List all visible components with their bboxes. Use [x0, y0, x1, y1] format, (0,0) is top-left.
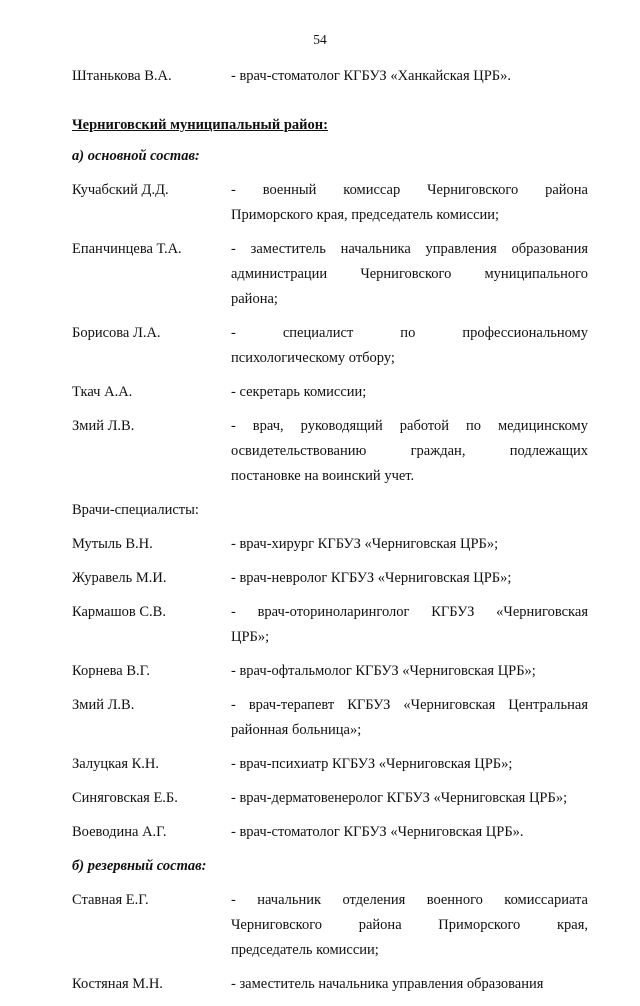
member-name: Ставная Е.Г.	[72, 892, 149, 908]
member-row	[72, 888, 588, 963]
member-row	[72, 566, 588, 591]
member-role-line: ЦРБ»;	[231, 629, 270, 645]
member-role	[231, 414, 588, 489]
member-name: Штанькова В.А.	[72, 68, 172, 84]
member-name: Корнева В.Г.	[72, 663, 151, 679]
member-role-line: района;	[231, 291, 278, 307]
member-role	[231, 786, 588, 811]
member-name: Мутыль В.Н.	[72, 536, 153, 552]
member-role-line: постановке на воинский учет.	[231, 468, 415, 484]
member-role-line: освидетельствованию граждан, подлежащих	[231, 443, 588, 459]
member-role-line: - врач, руководящий работой по медицинскому	[231, 418, 588, 434]
reserve-members-list	[72, 888, 588, 997]
member-name: Журавель М.И.	[72, 570, 167, 586]
member-role	[231, 972, 588, 997]
member-role-line: - врач-оториноларинголог КГБУЗ «Черниговская	[231, 604, 588, 620]
member-role-line: - врач-офтальмолог КГБУЗ «Черниговская ЦРБ»;	[231, 663, 536, 679]
member-role-line: районная больница»;	[231, 722, 362, 738]
member-role	[231, 752, 588, 777]
member-role	[231, 237, 588, 312]
member-name: Змий Л.В.	[72, 418, 135, 434]
top-entry	[72, 64, 588, 89]
member-role	[231, 178, 588, 228]
member-role-line: председатель комиссии;	[231, 942, 379, 958]
member-role	[231, 820, 588, 845]
member-name: Кармашов С.В.	[72, 604, 166, 620]
member-row	[72, 786, 588, 811]
member-row	[72, 752, 588, 777]
member-name: Епанчинцева Т.А.	[72, 241, 182, 257]
member-row	[72, 414, 588, 489]
member-row	[72, 321, 588, 371]
member-name: Кучабский Д.Д.	[72, 182, 169, 198]
member-row	[72, 600, 588, 650]
member-role-line: психологическому отбору;	[231, 350, 395, 366]
member-role	[231, 532, 588, 557]
member-row	[72, 972, 588, 997]
member-role	[231, 693, 588, 743]
main-composition-title: а) основной состав:	[72, 148, 200, 164]
member-role-line: Приморского края, председатель комиссии;	[231, 207, 500, 223]
member-role-line: - секретарь комиссии;	[231, 384, 367, 400]
member-role-line: администрации Черниговского муниципального	[231, 266, 588, 282]
member-role-line: - врач-дерматовенеролог КГБУЗ «Черниговская ЦРБ»;	[231, 790, 568, 806]
member-role-line: - врач-стоматолог КГБУЗ «Ханкайская ЦРБ».	[231, 68, 511, 84]
member-role	[231, 380, 588, 405]
member-role	[231, 600, 588, 650]
member-role-line: - врач-хирург КГБУЗ «Черниговская ЦРБ»;	[231, 536, 499, 552]
member-name: Змий Л.В.	[72, 697, 135, 713]
member-row	[72, 659, 588, 684]
member-role-line: - заместитель начальника управления образования	[231, 241, 588, 257]
member-role	[231, 321, 588, 371]
member-row	[72, 820, 588, 845]
member-row	[72, 237, 588, 312]
member-role-line: - врач-терапевт КГБУЗ «Черниговская Центральная	[231, 697, 588, 713]
reserve-composition-title: б) резервный состав:	[72, 858, 207, 874]
member-name: Костяная М.Н.	[72, 976, 163, 992]
document-body	[72, 64, 588, 1006]
member-name: Синяговская Е.Б.	[72, 790, 178, 806]
member-row	[72, 532, 588, 557]
page-number: 54	[313, 32, 327, 47]
member-role	[231, 64, 588, 89]
member-role-line: - военный комиссар Черниговского района	[231, 182, 588, 198]
member-name: Борисова Л.А.	[72, 325, 161, 341]
member-role-line: - начальник отделения военного комиссариата	[231, 892, 588, 908]
member-name: Воеводина А.Г.	[72, 824, 167, 840]
member-name: Ткач А.А.	[72, 384, 133, 400]
main-members-list	[72, 178, 588, 489]
doctors-label: Врачи-специалисты:	[72, 502, 199, 518]
member-role-line: Черниговского района Приморского края,	[231, 917, 588, 933]
member-role	[231, 566, 588, 591]
member-role	[231, 888, 588, 963]
member-role	[231, 659, 588, 684]
member-role-line: - врач-невролог КГБУЗ «Черниговская ЦРБ»;	[231, 570, 512, 586]
member-role-line: - специалист по профессиональному	[231, 325, 588, 341]
doctors-list	[72, 532, 588, 845]
member-row	[72, 693, 588, 743]
member-role-line: - врач-психиатр КГБУЗ «Черниговская ЦРБ»;	[231, 756, 513, 772]
member-row	[72, 178, 588, 228]
section-title: Черниговский муниципальный район:	[72, 117, 328, 133]
member-name: Залуцкая К.Н.	[72, 756, 160, 772]
member-role-line: - врач-стоматолог КГБУЗ «Черниговская ЦРБ».	[231, 824, 524, 840]
member-role-line: - заместитель начальника управления образования	[231, 976, 544, 992]
member-row	[72, 380, 588, 405]
